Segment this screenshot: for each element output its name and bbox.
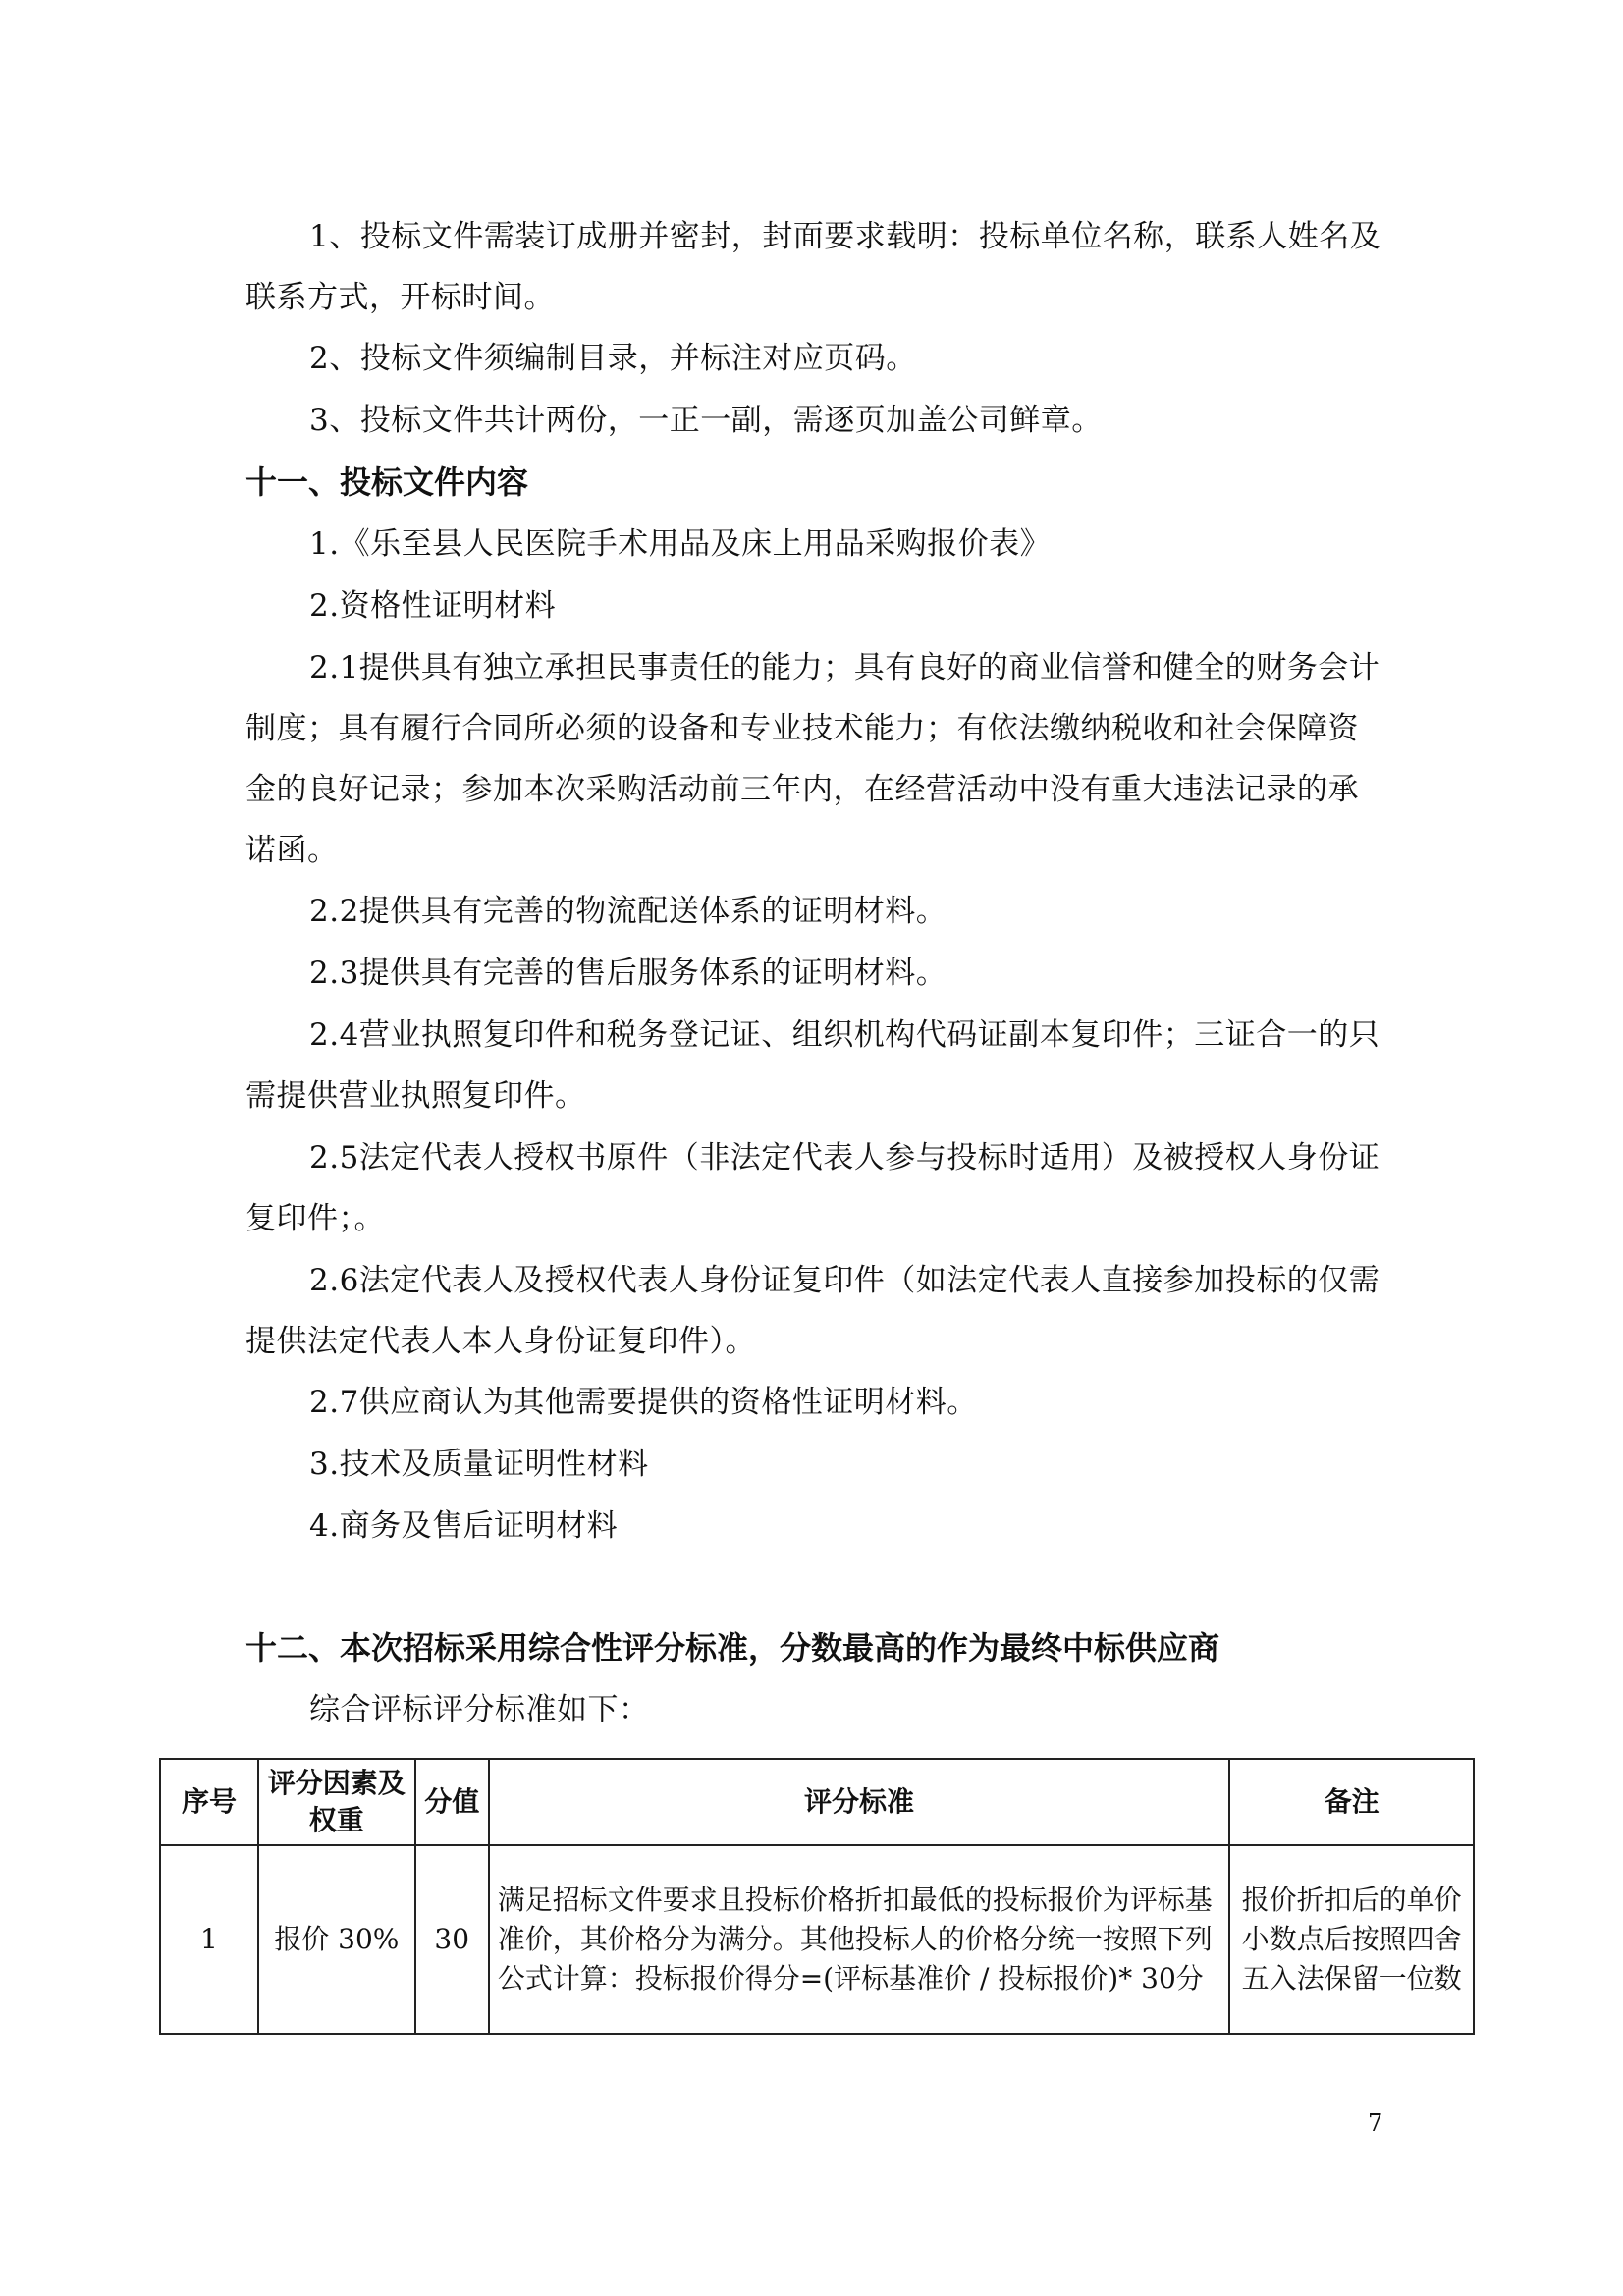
header-score: 分值 [415,1759,489,1845]
section-11-item-2-7: 2.7供应商认为其他需要提供的资格性证明材料。 [309,1385,978,1420]
section-11-item-2: 2.资格性证明材料 [309,588,557,624]
cell-factor: 报价 30% [258,1845,415,2034]
paragraph-binding-requirement: 1、投标文件需装订成册并密封，封面要求载明：投标单位名称，联系人姓名及联系方式，开标时间。 [245,219,1381,315]
section-11-item-2-1: 2.1提供具有独立承担民事责任的能力；具有良好的商业信誉和健全的财务会计制度；具有履行合同所必须的设备和专业技术能力；有依法缴纳税收和社会保障资金的良好记录；参加本次采购活动前三年内，在经营活动中没有重大违法记录的承诺函。 [245,650,1380,868]
scoring-table-header-row [160,1759,1474,1845]
section-11-item-4: 4.商务及售后证明材料 [309,1508,619,1544]
section-12-heading: 十二、本次招标采用综合性评分标准，分数最高的作为最终中标供应商 [245,1629,1220,1667]
header-no: 序号 [160,1759,258,1845]
section-11-item-2-5: 2.5法定代表人授权书原件（非法定代表人参与投标时适用）及被授权人身份证复印件；。 [245,1140,1380,1236]
table-row [160,1845,1474,2034]
section-11-item-2-6: 2.6法定代表人及授权代表人身份证复印件（如法定代表人直接参加投标的仅需提供法定代表人本人身份证复印件）。 [245,1263,1380,1359]
paragraph-table-of-contents: 2、投标文件须编制目录，并标注对应页码。 [309,341,917,376]
section-11-heading: 十一、投标文件内容 [245,464,529,501]
scoring-table [159,1758,1475,2035]
header-factor: 评分因素及权重 [258,1759,415,1845]
section-12-intro: 综合评标评分标准如下： [309,1692,650,1727]
section-11-item-2-3: 2.3提供具有完善的售后服务体系的证明材料。 [309,956,947,991]
cell-criteria: 满足招标文件要求且投标价格折扣最低的投标报价为评标基准价，其价格分为满分。其他投标人的价格分统一按照下列公式计算：投标报价得分=(评标基准价 / 投标报价)* 30分 [489,1845,1230,2034]
cell-score: 30 [415,1845,489,2034]
section-11-item-2-4: 2.4营业执照复印件和税务登记证、组织机构代码证副本复印件；三证合一的只需提供营业执照复印件。 [245,1017,1380,1114]
header-remark: 备注 [1229,1759,1474,1845]
page-number: 7 [1368,2109,1383,2137]
header-criteria: 评分标准 [489,1759,1230,1845]
paragraph-copies-seal: 3、投标文件共计两份，一正一副，需逐页加盖公司鲜章。 [309,403,1103,438]
cell-no: 1 [160,1845,258,2034]
section-11-item-1: 1.《乐至县人民医院手术用品及床上用品采购报价表》 [309,526,1052,562]
cell-remark: 报价折扣后的单价小数点后按照四舍五入法保留一位数 [1229,1845,1474,2034]
section-11-item-2-2: 2.2提供具有完善的物流配送体系的证明材料。 [309,894,947,929]
section-11-item-3: 3.技术及质量证明性材料 [309,1447,649,1482]
